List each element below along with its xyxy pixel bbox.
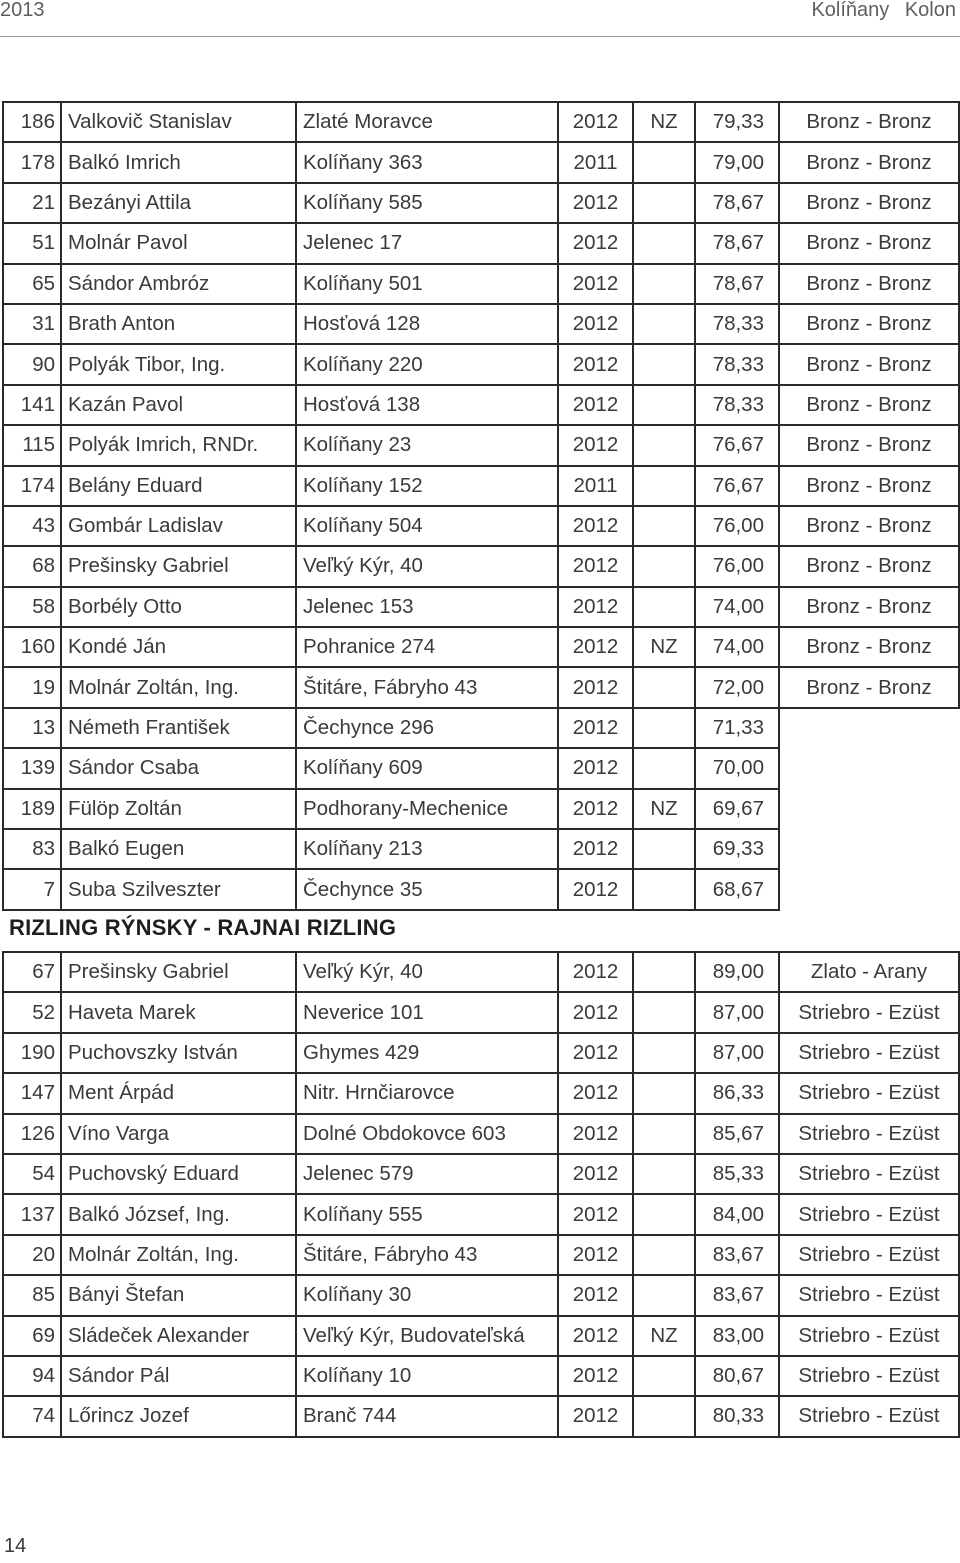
award-cell: Bronz - Bronz <box>779 667 959 707</box>
award-cell: Striebro - Ezüst <box>779 1275 959 1315</box>
award-cell: Bronz - Bronz <box>779 627 959 667</box>
score-cell: 78,67 <box>695 264 779 304</box>
nz-flag-cell <box>633 1033 695 1073</box>
entry-number-cell: 52 <box>3 992 61 1032</box>
producer-name-cell: Polyák Tibor, Ing. <box>61 344 296 384</box>
entry-number-cell: 69 <box>3 1316 61 1356</box>
producer-name-cell: Haveta Marek <box>61 992 296 1032</box>
nz-flag-cell <box>633 1194 695 1234</box>
table-row <box>3 789 959 829</box>
award-cell: Bronz - Bronz <box>779 385 959 425</box>
nz-flag-cell <box>633 952 695 992</box>
producer-name-cell: Belány Eduard <box>61 466 296 506</box>
score-cell: 83,00 <box>695 1316 779 1356</box>
page-number: 14 <box>4 1535 27 1557</box>
entry-number-cell: 43 <box>3 506 61 546</box>
entry-number-cell: 115 <box>3 425 61 465</box>
producer-address-cell: Čechynce 35 <box>296 869 558 909</box>
award-cell: Bronz - Bronz <box>779 344 959 384</box>
table-row <box>3 546 959 586</box>
award-cell: Bronz - Bronz <box>779 183 959 223</box>
producer-address-cell: Jelenec 153 <box>296 587 558 627</box>
vintage-year-cell: 2012 <box>558 546 633 586</box>
score-cell: 72,00 <box>695 667 779 707</box>
award-cell <box>779 708 959 748</box>
producer-address-cell: Kolíňany 504 <box>296 506 558 546</box>
nz-flag-cell <box>633 708 695 748</box>
entry-number-cell: 67 <box>3 952 61 992</box>
producer-name-cell: Bányi Štefan <box>61 1275 296 1315</box>
section-title: RIZLING RÝNSKY - RAJNAI RIZLING <box>9 915 397 940</box>
entry-number-cell: 21 <box>3 183 61 223</box>
nz-flag-cell <box>633 304 695 344</box>
score-cell: 79,00 <box>695 142 779 182</box>
nz-flag-cell: NZ <box>633 627 695 667</box>
award-cell <box>779 829 959 869</box>
nz-flag-cell: NZ <box>633 1316 695 1356</box>
score-cell: 85,67 <box>695 1114 779 1154</box>
results-table-1 <box>2 101 960 911</box>
producer-name-cell: Ment Árpád <box>61 1073 296 1113</box>
award-cell: Bronz - Bronz <box>779 142 959 182</box>
vintage-year-cell: 2012 <box>558 869 633 909</box>
producer-name-cell: Sándor Ambróz <box>61 264 296 304</box>
producer-name-cell: Sándor Csaba <box>61 748 296 788</box>
award-cell <box>779 869 959 909</box>
producer-address-cell: Kolíňany 363 <box>296 142 558 182</box>
producer-address-cell: Nitr. Hrnčiarovce <box>296 1073 558 1113</box>
producer-address-cell: Štitáre, Fábryho 43 <box>296 667 558 707</box>
vintage-year-cell: 2012 <box>558 183 633 223</box>
table-row <box>3 667 959 707</box>
score-cell: 80,67 <box>695 1356 779 1396</box>
vintage-year-cell: 2011 <box>558 142 633 182</box>
producer-name-cell: Balkó József, Ing. <box>61 1194 296 1234</box>
score-cell: 74,00 <box>695 587 779 627</box>
entry-number-cell: 186 <box>3 102 61 142</box>
producer-address-cell: Kolíňany 220 <box>296 344 558 384</box>
nz-flag-cell <box>633 1356 695 1396</box>
producer-name-cell: Prešinsky Gabriel <box>61 952 296 992</box>
producer-name-cell: Polyák Imrich, RNDr. <box>61 425 296 465</box>
score-cell: 86,33 <box>695 1073 779 1113</box>
table-row <box>3 142 959 182</box>
award-cell: Bronz - Bronz <box>779 587 959 627</box>
award-cell: Zlato - Arany <box>779 952 959 992</box>
vintage-year-cell: 2012 <box>558 1396 633 1436</box>
nz-flag-cell <box>633 142 695 182</box>
award-cell: Striebro - Ezüst <box>779 1396 959 1436</box>
vintage-year-cell: 2012 <box>558 667 633 707</box>
producer-address-cell: Podhorany-Mechenice <box>296 789 558 829</box>
award-cell: Striebro - Ezüst <box>779 992 959 1032</box>
table-row <box>3 102 959 142</box>
vintage-year-cell: 2012 <box>558 264 633 304</box>
producer-address-cell: Pohranice 274 <box>296 627 558 667</box>
producer-address-cell: Veľký Kýr, 40 <box>296 952 558 992</box>
table-row <box>3 1275 959 1315</box>
header-year: 2013 <box>0 0 45 21</box>
entry-number-cell: 51 <box>3 223 61 263</box>
table-row <box>3 223 959 263</box>
award-cell: Bronz - Bronz <box>779 223 959 263</box>
entry-number-cell: 13 <box>3 708 61 748</box>
score-cell: 78,33 <box>695 344 779 384</box>
score-cell: 87,00 <box>695 992 779 1032</box>
score-cell: 69,33 <box>695 829 779 869</box>
producer-name-cell: Bezányi Attila <box>61 183 296 223</box>
nz-flag-cell <box>633 1114 695 1154</box>
award-cell: Striebro - Ezüst <box>779 1114 959 1154</box>
vintage-year-cell: 2012 <box>558 344 633 384</box>
score-cell: 80,33 <box>695 1396 779 1436</box>
nz-flag-cell <box>633 1275 695 1315</box>
award-cell: Striebro - Ezüst <box>779 1033 959 1073</box>
table-row <box>3 1235 959 1275</box>
table-row <box>3 1154 959 1194</box>
producer-address-cell: Kolíňany 213 <box>296 829 558 869</box>
vintage-year-cell: 2012 <box>558 829 633 869</box>
nz-flag-cell <box>633 667 695 707</box>
table-row <box>3 183 959 223</box>
award-cell: Bronz - Bronz <box>779 546 959 586</box>
score-cell: 71,33 <box>695 708 779 748</box>
award-cell: Bronz - Bronz <box>779 102 959 142</box>
entry-number-cell: 85 <box>3 1275 61 1315</box>
producer-address-cell: Čechynce 296 <box>296 708 558 748</box>
table-row <box>3 1316 959 1356</box>
nz-flag-cell <box>633 506 695 546</box>
table-row <box>3 992 959 1032</box>
nz-flag-cell <box>633 466 695 506</box>
score-cell: 85,33 <box>695 1154 779 1194</box>
vintage-year-cell: 2012 <box>558 1316 633 1356</box>
score-cell: 78,33 <box>695 385 779 425</box>
entry-number-cell: 189 <box>3 789 61 829</box>
producer-name-cell: Balkó Eugen <box>61 829 296 869</box>
producer-name-cell: Suba Szilveszter <box>61 869 296 909</box>
entry-number-cell: 190 <box>3 1033 61 1073</box>
vintage-year-cell: 2012 <box>558 1275 633 1315</box>
producer-address-cell: Jelenec 17 <box>296 223 558 263</box>
table-row <box>3 264 959 304</box>
score-cell: 70,00 <box>695 748 779 788</box>
table-row <box>3 304 959 344</box>
producer-address-cell: Dolné Obdokovce 603 <box>296 1114 558 1154</box>
vintage-year-cell: 2012 <box>558 1194 633 1234</box>
entry-number-cell: 58 <box>3 587 61 627</box>
producer-address-cell: Zlaté Moravce <box>296 102 558 142</box>
producer-name-cell: Prešinsky Gabriel <box>61 546 296 586</box>
table-row <box>3 506 959 546</box>
nz-flag-cell <box>633 869 695 909</box>
nz-flag-cell <box>633 344 695 384</box>
score-cell: 78,67 <box>695 183 779 223</box>
score-cell: 83,67 <box>695 1275 779 1315</box>
vintage-year-cell: 2012 <box>558 506 633 546</box>
score-cell: 69,67 <box>695 789 779 829</box>
vintage-year-cell: 2012 <box>558 425 633 465</box>
award-cell: Striebro - Ezüst <box>779 1356 959 1396</box>
table-row <box>3 587 959 627</box>
score-cell: 76,00 <box>695 546 779 586</box>
vintage-year-cell: 2012 <box>558 1235 633 1275</box>
nz-flag-cell <box>633 223 695 263</box>
table-row <box>3 1194 959 1234</box>
nz-flag-cell <box>633 385 695 425</box>
producer-name-cell: Borbély Otto <box>61 587 296 627</box>
producer-name-cell: Brath Anton <box>61 304 296 344</box>
nz-flag-cell <box>633 1073 695 1113</box>
entry-number-cell: 137 <box>3 1194 61 1234</box>
entry-number-cell: 160 <box>3 627 61 667</box>
score-cell: 78,33 <box>695 304 779 344</box>
score-cell: 78,67 <box>695 223 779 263</box>
award-cell: Striebro - Ezüst <box>779 1194 959 1234</box>
nz-flag-cell: NZ <box>633 789 695 829</box>
vintage-year-cell: 2012 <box>558 587 633 627</box>
producer-address-cell: Kolíňany 30 <box>296 1275 558 1315</box>
nz-flag-cell <box>633 183 695 223</box>
producer-name-cell: Lőrincz Jozef <box>61 1396 296 1436</box>
producer-address-cell: Branč 744 <box>296 1396 558 1436</box>
award-cell: Striebro - Ezüst <box>779 1073 959 1113</box>
vintage-year-cell: 2012 <box>558 992 633 1032</box>
producer-name-cell: Puchovszky István <box>61 1033 296 1073</box>
table-row <box>3 708 959 748</box>
entry-number-cell: 141 <box>3 385 61 425</box>
vintage-year-cell: 2012 <box>558 1154 633 1194</box>
table-row <box>3 952 959 992</box>
entry-number-cell: 178 <box>3 142 61 182</box>
header-rule <box>0 36 960 37</box>
producer-name-cell: Víno Varga <box>61 1114 296 1154</box>
producer-address-cell: Jelenec 579 <box>296 1154 558 1194</box>
table-row <box>3 829 959 869</box>
nz-flag-cell <box>633 425 695 465</box>
producer-name-cell: Balkó Imrich <box>61 142 296 182</box>
producer-address-cell: Štitáre, Fábryho 43 <box>296 1235 558 1275</box>
table-row <box>3 748 959 788</box>
vintage-year-cell: 2012 <box>558 1033 633 1073</box>
score-cell: 84,00 <box>695 1194 779 1234</box>
producer-name-cell: Molnár Zoltán, Ing. <box>61 1235 296 1275</box>
producer-name-cell: Puchovský Eduard <box>61 1154 296 1194</box>
producer-address-cell: Veľký Kýr, 40 <box>296 546 558 586</box>
producer-name-cell: Kazán Pavol <box>61 385 296 425</box>
producer-name-cell: Gombár Ladislav <box>61 506 296 546</box>
award-cell <box>779 789 959 829</box>
table-row <box>3 466 959 506</box>
producer-address-cell: Kolíňany 609 <box>296 748 558 788</box>
score-cell: 83,67 <box>695 1235 779 1275</box>
table-row <box>3 425 959 465</box>
award-cell: Striebro - Ezüst <box>779 1316 959 1356</box>
award-cell: Bronz - Bronz <box>779 264 959 304</box>
nz-flag-cell <box>633 264 695 304</box>
producer-name-cell: Molnár Pavol <box>61 223 296 263</box>
entry-number-cell: 74 <box>3 1396 61 1436</box>
vintage-year-cell: 2012 <box>558 1073 633 1113</box>
vintage-year-cell: 2012 <box>558 627 633 667</box>
score-cell: 76,67 <box>695 425 779 465</box>
producer-address-cell: Ghymes 429 <box>296 1033 558 1073</box>
nz-flag-cell <box>633 829 695 869</box>
producer-name-cell: Sándor Pál <box>61 1356 296 1396</box>
producer-name-cell: Fülöp Zoltán <box>61 789 296 829</box>
nz-flag-cell <box>633 1396 695 1436</box>
entry-number-cell: 83 <box>3 829 61 869</box>
vintage-year-cell: 2012 <box>558 1114 633 1154</box>
entry-number-cell: 68 <box>3 546 61 586</box>
results-table-2 <box>2 951 960 1438</box>
producer-address-cell: Hosťová 138 <box>296 385 558 425</box>
entry-number-cell: 94 <box>3 1356 61 1396</box>
producer-name-cell: Németh František <box>61 708 296 748</box>
entry-number-cell: 54 <box>3 1154 61 1194</box>
vintage-year-cell: 2011 <box>558 466 633 506</box>
header-village-hu: Kolon <box>904 0 956 21</box>
producer-address-cell: Kolíňany 585 <box>296 183 558 223</box>
header-village <box>801 0 956 22</box>
entry-number-cell: 65 <box>3 264 61 304</box>
entry-number-cell: 90 <box>3 344 61 384</box>
award-cell: Bronz - Bronz <box>779 304 959 344</box>
score-cell: 89,00 <box>695 952 779 992</box>
header-village-sk: Kolíňany <box>811 0 890 21</box>
vintage-year-cell: 2012 <box>558 952 633 992</box>
entry-number-cell: 147 <box>3 1073 61 1113</box>
entry-number-cell: 20 <box>3 1235 61 1275</box>
entry-number-cell: 174 <box>3 466 61 506</box>
entry-number-cell: 126 <box>3 1114 61 1154</box>
producer-address-cell: Neverice 101 <box>296 992 558 1032</box>
table-row <box>3 1114 959 1154</box>
score-cell: 87,00 <box>695 1033 779 1073</box>
producer-address-cell: Kolíňany 501 <box>296 264 558 304</box>
vintage-year-cell: 2012 <box>558 1356 633 1396</box>
nz-flag-cell <box>633 992 695 1032</box>
table-row <box>3 385 959 425</box>
score-cell: 76,67 <box>695 466 779 506</box>
table-row <box>3 869 959 909</box>
score-cell: 79,33 <box>695 102 779 142</box>
entry-number-cell: 7 <box>3 869 61 909</box>
score-cell: 68,67 <box>695 869 779 909</box>
producer-address-cell: Hosťová 128 <box>296 304 558 344</box>
nz-flag-cell <box>633 587 695 627</box>
producer-address-cell: Kolíňany 555 <box>296 1194 558 1234</box>
producer-address-cell: Kolíňany 23 <box>296 425 558 465</box>
nz-flag-cell <box>633 546 695 586</box>
vintage-year-cell: 2012 <box>558 102 633 142</box>
vintage-year-cell: 2012 <box>558 385 633 425</box>
award-cell: Striebro - Ezüst <box>779 1154 959 1194</box>
score-cell: 74,00 <box>695 627 779 667</box>
entry-number-cell: 19 <box>3 667 61 707</box>
vintage-year-cell: 2012 <box>558 748 633 788</box>
vintage-year-cell: 2012 <box>558 223 633 263</box>
nz-flag-cell: NZ <box>633 102 695 142</box>
producer-name-cell: Kondé Ján <box>61 627 296 667</box>
producer-name-cell: Valkovič Stanislav <box>61 102 296 142</box>
table-row <box>3 1033 959 1073</box>
table-row <box>3 344 959 384</box>
nz-flag-cell <box>633 748 695 788</box>
award-cell: Striebro - Ezüst <box>779 1235 959 1275</box>
table-row <box>3 1073 959 1113</box>
table-row <box>3 627 959 667</box>
entry-number-cell: 31 <box>3 304 61 344</box>
producer-address-cell: Kolíňany 152 <box>296 466 558 506</box>
vintage-year-cell: 2012 <box>558 708 633 748</box>
award-cell: Bronz - Bronz <box>779 466 959 506</box>
score-cell: 76,00 <box>695 506 779 546</box>
nz-flag-cell <box>633 1235 695 1275</box>
nz-flag-cell <box>633 1154 695 1194</box>
producer-address-cell: Kolíňany 10 <box>296 1356 558 1396</box>
producer-name-cell: Sládeček Alexander <box>61 1316 296 1356</box>
award-cell: Bronz - Bronz <box>779 425 959 465</box>
vintage-year-cell: 2012 <box>558 789 633 829</box>
table-row <box>3 1396 959 1436</box>
table-row <box>3 1356 959 1396</box>
award-cell: Bronz - Bronz <box>779 506 959 546</box>
award-cell <box>779 748 959 788</box>
producer-address-cell: Veľký Kýr, Budovateľská <box>296 1316 558 1356</box>
vintage-year-cell: 2012 <box>558 304 633 344</box>
entry-number-cell: 139 <box>3 748 61 788</box>
producer-name-cell: Molnár Zoltán, Ing. <box>61 667 296 707</box>
